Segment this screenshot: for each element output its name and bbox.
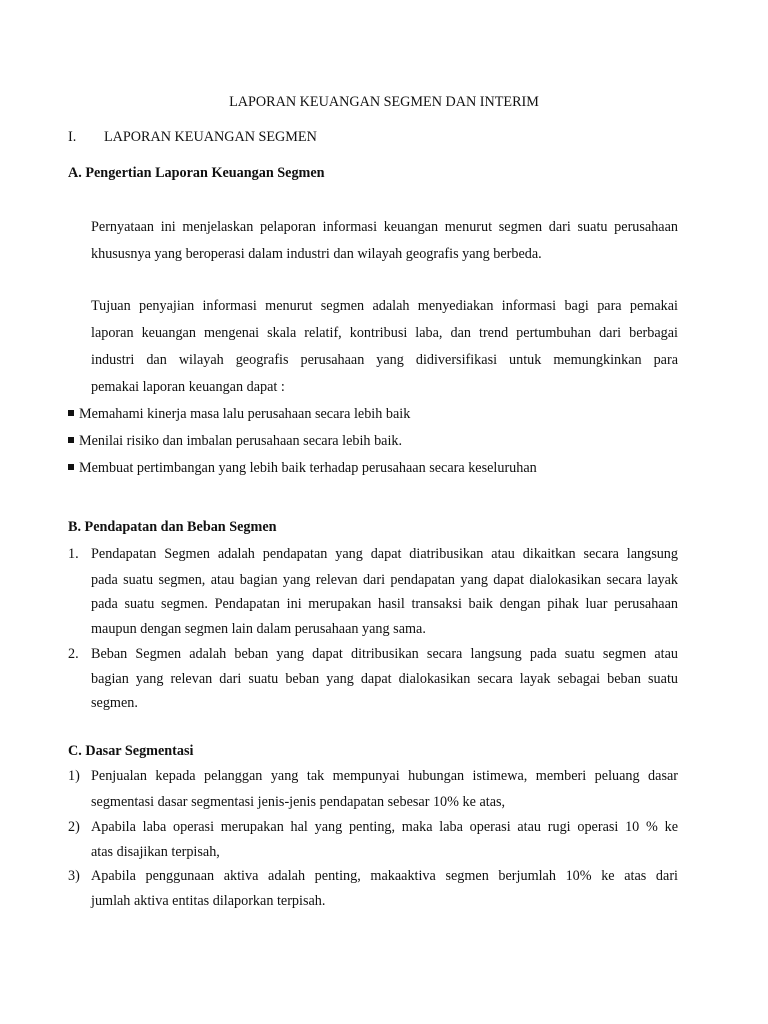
list-item-line: Apabila laba operasi merupakan hal yang penting, maka laba operasi atau rugi operasi 10 % ke: [91, 819, 678, 835]
bullet-icon: [68, 464, 74, 470]
bullet-icon: [68, 410, 74, 416]
list-marker: 2.: [68, 646, 79, 662]
bullet-item: Menilai risiko dan imbalan perusahaan secara lebih baik.: [79, 433, 403, 449]
list-item-line: Apabila penggunaan aktiva adalah penting, makaaktiva segmen berjumlah 10% ke atas dari: [91, 868, 678, 884]
bullet-item: Membuat pertimbangan yang lebih baik terhadap perusahaan secara keseluruhan: [79, 460, 537, 476]
paragraph-line: Pernyataan ini menjelaskan pelaporan informasi keuangan menurut segmen dari suatu perusahaan: [91, 219, 678, 235]
list-item-line: atas disajikan terpisah,: [91, 844, 220, 860]
list-item-line: jumlah aktiva entitas dilaporkan terpisah.: [91, 893, 326, 909]
subsection-heading-a: A. Pengertian Laporan Keuangan Segmen: [68, 165, 325, 181]
bullet-icon: [68, 437, 74, 443]
page-title: LAPORAN KEUANGAN SEGMEN DAN INTERIM: [229, 94, 539, 110]
list-item-line: pada suatu segmen, atau bagian yang relevan dari pendapatan yang dapat dialokasikan secara layak: [91, 572, 678, 588]
subsection-heading-c: C. Dasar Segmentasi: [68, 743, 194, 759]
bullet-item: Memahami kinerja masa lalu perusahaan secara lebih baik: [79, 406, 411, 422]
list-item-line: bagian yang relevan dari suatu beban yang dapat dialokasikan secara layak sebagai beban suatu: [91, 671, 678, 687]
subsection-heading-b: B. Pendapatan dan Beban Segmen: [68, 519, 277, 535]
list-item-line: pada suatu segmen. Pendapatan ini merupakan hasil transaksi baik dengan pihak luar perusahaan: [91, 596, 678, 612]
paragraph-line: industri dan wilayah geografis perusahaan yang didiversifikasi untuk memungkinkan para: [91, 352, 678, 368]
paragraph-line: pemakai laporan keuangan dapat :: [91, 379, 285, 395]
section-heading: LAPORAN KEUANGAN SEGMEN: [104, 129, 317, 145]
section-number: I.: [68, 129, 77, 145]
list-marker: 1): [68, 768, 80, 784]
paragraph-line: Tujuan penyajian informasi menurut segmen adalah menyediakan informasi bagi para pemakai: [91, 298, 678, 314]
list-item-line: Beban Segmen adalah beban yang dapat ditribusikan secara langsung pada suatu segmen atau: [91, 646, 678, 662]
paragraph-line: laporan keuangan mengenai skala relatif, kontribusi laba, dan trend pertumbuhan dari berbagai: [91, 325, 678, 341]
list-item-line: maupun dengan segmen lain dalam perusahaan yang sama.: [91, 621, 426, 637]
list-item-line: Penjualan kepada pelanggan yang tak mempunyai hubungan istimewa, memberi peluang dasar: [91, 768, 678, 784]
list-marker: 1.: [68, 546, 79, 562]
list-item-line: segmentasi dasar segmentasi jenis-jenis pendapatan sebesar 10% ke atas,: [91, 794, 506, 810]
list-item-line: segmen.: [91, 695, 138, 711]
list-marker: 3): [68, 868, 80, 884]
list-marker: 2): [68, 819, 80, 835]
paragraph-line: khususnya yang beroperasi dalam industri dan wilayah geografis yang berbeda.: [91, 246, 542, 262]
list-item-line: Pendapatan Segmen adalah pendapatan yang dapat diatribusikan atau dikaitkan secara langsung: [91, 546, 678, 562]
